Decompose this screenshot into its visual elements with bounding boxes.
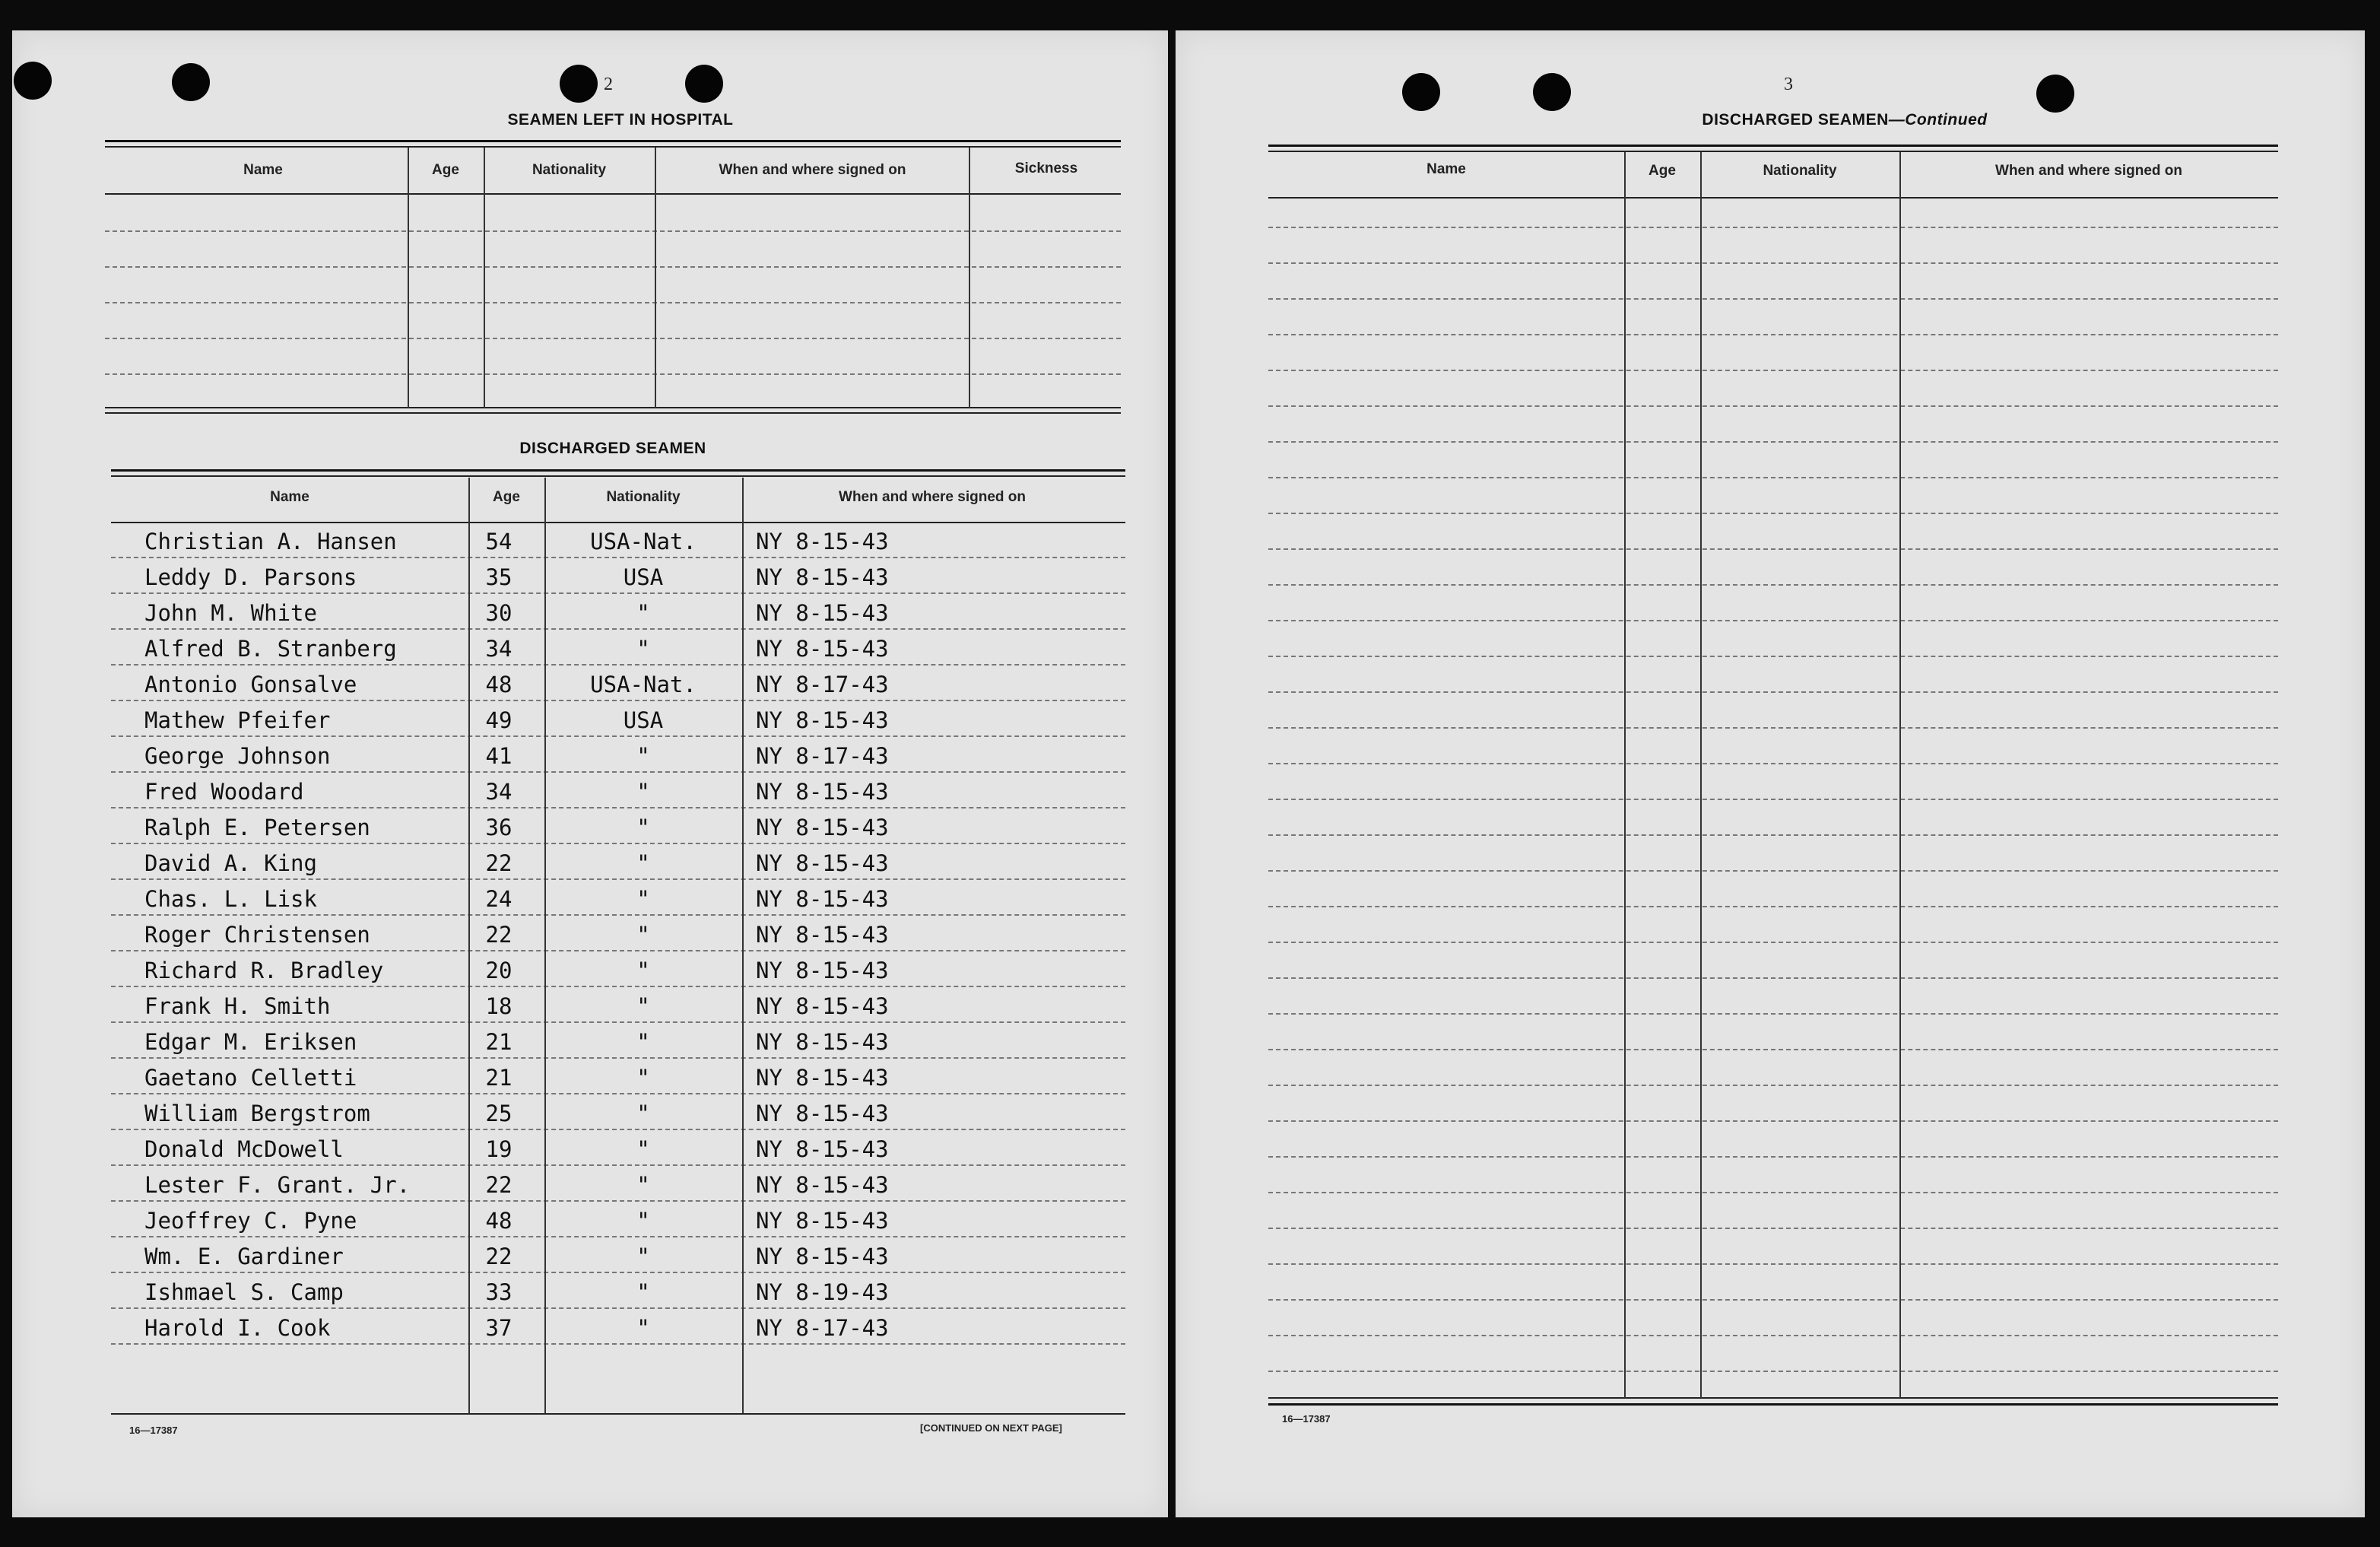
table-row-line [111, 1164, 1125, 1166]
table-row-line [111, 843, 1125, 844]
seaman-signed-on: NY 8-15-43 [756, 1065, 889, 1091]
seaman-age: 22 [485, 1244, 512, 1269]
seaman-signed-on: NY 8-15-43 [756, 1101, 889, 1126]
table-row-line [1268, 906, 2278, 907]
table-row-line [1268, 1263, 2278, 1265]
seaman-age: 35 [485, 564, 512, 590]
table-row-line [1268, 370, 2278, 371]
table-row-line [1268, 513, 2278, 514]
table-row-line [1268, 262, 2278, 264]
seaman-name: Mathew Pfeifer [144, 707, 331, 733]
table-row-line [1268, 977, 2278, 979]
seaman-signed-on: NY 8-15-43 [756, 850, 889, 876]
discharged-section-title: DISCHARGED SEAMEN [519, 440, 706, 457]
seaman-nationality: " [636, 993, 650, 1019]
seaman-nationality: " [636, 1244, 650, 1269]
seaman-name: Chas. L. Lisk [144, 886, 317, 912]
table-row-line [111, 735, 1125, 737]
seaman-name: Christian A. Hansen [144, 529, 397, 554]
seaman-signed-on: NY 8-15-43 [756, 600, 889, 626]
seaman-age: 25 [485, 1101, 512, 1126]
seaman-signed-on: NY 8-15-43 [756, 707, 889, 733]
table-row-line [1268, 298, 2278, 300]
table-row-line [111, 592, 1125, 594]
table-row-line [1268, 1192, 2278, 1193]
seaman-nationality: USA-Nat. [590, 529, 697, 554]
table-row-line [111, 1093, 1125, 1094]
seaman-signed-on: NY 8-17-43 [756, 1315, 889, 1341]
table-rule [111, 475, 1125, 477]
table-row-line [111, 1343, 1125, 1345]
table-rule [1268, 1397, 2278, 1399]
seaman-age: 34 [485, 636, 512, 662]
table-row-line [111, 628, 1125, 630]
column-divider [655, 148, 656, 408]
column-header-name: Name [270, 489, 309, 505]
punch-hole [14, 62, 52, 100]
table-row-line [1268, 548, 2278, 550]
seaman-age: 36 [485, 815, 512, 840]
seaman-signed-on: NY 8-15-43 [756, 922, 889, 948]
seaman-name: Alfred B. Stranberg [144, 636, 397, 662]
seaman-age: 21 [485, 1029, 512, 1055]
table-row-line [111, 1129, 1125, 1130]
right-page [1176, 30, 2365, 1517]
table-row-line [111, 1307, 1125, 1309]
table-rule [111, 1413, 1125, 1415]
seaman-nationality: " [636, 850, 650, 876]
seaman-nationality: " [636, 1101, 650, 1126]
seaman-nationality: " [636, 779, 650, 805]
table-row-line [1268, 942, 2278, 943]
seaman-nationality: " [636, 1065, 650, 1091]
seaman-age: 37 [485, 1315, 512, 1341]
punch-hole [685, 65, 723, 103]
column-header-name: Name [1426, 161, 1466, 177]
table-rule [111, 522, 1125, 523]
seaman-age: 18 [485, 993, 512, 1019]
column-divider [1700, 152, 1702, 1398]
seaman-age: 49 [485, 707, 512, 733]
seaman-name: Jeoffrey C. Pyne [144, 1208, 357, 1234]
seaman-age: 54 [485, 529, 512, 554]
column-header-sickness: Sickness [1014, 160, 1078, 176]
table-row-line [1268, 1156, 2278, 1158]
seaman-name: William Bergstrom [144, 1101, 370, 1126]
table-row-line [1268, 691, 2278, 693]
seaman-name: Frank H. Smith [144, 993, 331, 1019]
table-row-line [1268, 1013, 2278, 1015]
column-header-signed-on: When and where signed on [719, 162, 906, 178]
table-row-line [111, 950, 1125, 951]
table-row-line [1268, 834, 2278, 836]
seaman-age: 34 [485, 779, 512, 805]
column-header-age: Age [1649, 163, 1676, 179]
column-header-name: Name [243, 162, 283, 178]
table-row-line [111, 878, 1125, 880]
seaman-nationality: USA-Nat. [590, 672, 697, 697]
seaman-nationality: " [636, 1136, 650, 1162]
seaman-nationality: " [636, 958, 650, 983]
table-rule [105, 412, 1121, 414]
seaman-name: Edgar M. Eriksen [144, 1029, 357, 1055]
column-divider [1624, 152, 1626, 1398]
column-divider [408, 148, 409, 408]
seaman-age: 19 [485, 1136, 512, 1162]
page-number: 2 [604, 75, 613, 94]
table-rule [105, 140, 1121, 142]
table-rule [1268, 151, 2278, 152]
column-header-nationality: Nationality [532, 162, 607, 178]
table-row-line [1268, 584, 2278, 586]
seaman-name: Roger Christensen [144, 922, 370, 948]
seaman-age: 21 [485, 1065, 512, 1091]
column-divider [484, 148, 485, 408]
seaman-name: Ishmael S. Camp [144, 1279, 344, 1305]
seaman-nationality: " [636, 1208, 650, 1234]
column-header-signed-on: When and where signed on [1995, 163, 2182, 179]
table-row-line [1268, 656, 2278, 657]
seaman-name: Richard R. Bradley [144, 958, 384, 983]
form-number: 16—17387 [1282, 1413, 1331, 1425]
form-number: 16—17387 [129, 1425, 178, 1436]
seaman-name: Wm. E. Gardiner [144, 1244, 344, 1269]
table-row-line [1268, 441, 2278, 443]
table-rule [1268, 145, 2278, 147]
column-header-age: Age [432, 162, 459, 178]
hospital-section-title: SEAMEN LEFT IN HOSPITAL [507, 111, 734, 129]
seaman-name: John M. White [144, 600, 317, 626]
seaman-name: Leddy D. Parsons [144, 564, 357, 590]
seaman-signed-on: NY 8-15-43 [756, 636, 889, 662]
seaman-name: David A. King [144, 850, 317, 876]
seaman-nationality: " [636, 815, 650, 840]
seaman-signed-on: NY 8-19-43 [756, 1279, 889, 1305]
punch-hole [1402, 73, 1440, 111]
punch-hole [560, 65, 598, 103]
seaman-age: 24 [485, 886, 512, 912]
table-row-line [1268, 763, 2278, 764]
seaman-signed-on: NY 8-15-43 [756, 779, 889, 805]
seaman-name: Gaetano Celletti [144, 1065, 357, 1091]
continued-note: [CONTINUED ON NEXT PAGE] [920, 1422, 1062, 1434]
seaman-nationality: " [636, 1279, 650, 1305]
table-row-line [111, 1021, 1125, 1023]
table-row-line [1268, 1228, 2278, 1229]
column-header-age: Age [493, 489, 520, 505]
column-divider [742, 478, 744, 1413]
table-row-line [1268, 1049, 2278, 1050]
table-row-line [1268, 1085, 2278, 1086]
seaman-name: George Johnson [144, 743, 331, 769]
column-divider [969, 148, 970, 408]
seaman-signed-on: NY 8-17-43 [756, 743, 889, 769]
seaman-signed-on: NY 8-15-43 [756, 993, 889, 1019]
seaman-nationality: " [636, 743, 650, 769]
seaman-signed-on: NY 8-15-43 [756, 529, 889, 554]
column-divider [544, 478, 546, 1413]
seaman-age: 30 [485, 600, 512, 626]
seaman-age: 22 [485, 922, 512, 948]
seaman-signed-on: NY 8-15-43 [756, 815, 889, 840]
seaman-age: 33 [485, 1279, 512, 1305]
seaman-nationality: " [636, 1029, 650, 1055]
column-divider [468, 478, 470, 1413]
table-row-line [111, 1057, 1125, 1059]
table-rule [1268, 1403, 2278, 1406]
seaman-nationality: " [636, 1172, 650, 1198]
seaman-name: Lester F. Grant. Jr. [144, 1172, 411, 1198]
seaman-nationality: " [636, 886, 650, 912]
seaman-age: 22 [485, 1172, 512, 1198]
page-number: 3 [1784, 75, 1793, 94]
seaman-name: Antonio Gonsalve [144, 672, 357, 697]
seaman-nationality: " [636, 1315, 650, 1341]
punch-hole [172, 63, 210, 101]
seaman-signed-on: NY 8-15-43 [756, 1136, 889, 1162]
table-row-line [111, 986, 1125, 987]
table-row-line [111, 1272, 1125, 1273]
punch-hole [1533, 73, 1571, 111]
table-row-line [111, 807, 1125, 808]
table-row-line [111, 1236, 1125, 1237]
seaman-name: Ralph E. Petersen [144, 815, 370, 840]
table-row-line [111, 914, 1125, 916]
table-row-line [1268, 334, 2278, 335]
left-page [12, 30, 1168, 1517]
table-row-line [1268, 1120, 2278, 1122]
column-divider [1899, 152, 1901, 1398]
seaman-signed-on: NY 8-15-43 [756, 958, 889, 983]
table-row-line [1268, 227, 2278, 228]
seaman-age: 48 [485, 1208, 512, 1234]
seaman-age: 48 [485, 672, 512, 697]
seaman-signed-on: NY 8-17-43 [756, 672, 889, 697]
column-header-nationality: Nationality [1763, 163, 1837, 179]
seaman-signed-on: NY 8-15-43 [756, 564, 889, 590]
table-row-line [111, 557, 1125, 558]
seaman-nationality: " [636, 600, 650, 626]
table-row-line [111, 1200, 1125, 1202]
column-header-nationality: Nationality [606, 489, 681, 505]
punch-hole [2036, 75, 2074, 113]
table-row-line [1268, 1299, 2278, 1301]
seaman-age: 41 [485, 743, 512, 769]
table-row-line [1268, 799, 2278, 800]
seaman-signed-on: NY 8-15-43 [756, 1208, 889, 1234]
seaman-signed-on: NY 8-15-43 [756, 1029, 889, 1055]
seaman-signed-on: NY 8-15-43 [756, 886, 889, 912]
seaman-name: Donald McDowell [144, 1136, 344, 1162]
seaman-nationality: " [636, 636, 650, 662]
table-row-line [111, 771, 1125, 773]
seaman-nationality: USA [623, 707, 664, 733]
table-row-line [111, 664, 1125, 665]
seaman-signed-on: NY 8-15-43 [756, 1172, 889, 1198]
table-row-line [1268, 1335, 2278, 1336]
seaman-age: 22 [485, 850, 512, 876]
table-row-line [111, 700, 1125, 701]
seaman-signed-on: NY 8-15-43 [756, 1244, 889, 1269]
table-row-line [1268, 620, 2278, 621]
table-row-line [1268, 727, 2278, 729]
seaman-name: Fred Woodard [144, 779, 304, 805]
seaman-age: 20 [485, 958, 512, 983]
discharged-continued-title: DISCHARGED SEAMEN—Continued [1702, 111, 1988, 129]
seaman-nationality: " [636, 922, 650, 948]
column-header-signed-on: When and where signed on [839, 489, 1026, 505]
table-row-line [1268, 1371, 2278, 1372]
table-row-line [1268, 477, 2278, 478]
table-rule [1268, 197, 2278, 199]
seaman-nationality: USA [623, 564, 664, 590]
table-rule [111, 469, 1125, 472]
seaman-name: Harold I. Cook [144, 1315, 331, 1341]
table-row-line [1268, 870, 2278, 872]
table-row-line [1268, 405, 2278, 407]
